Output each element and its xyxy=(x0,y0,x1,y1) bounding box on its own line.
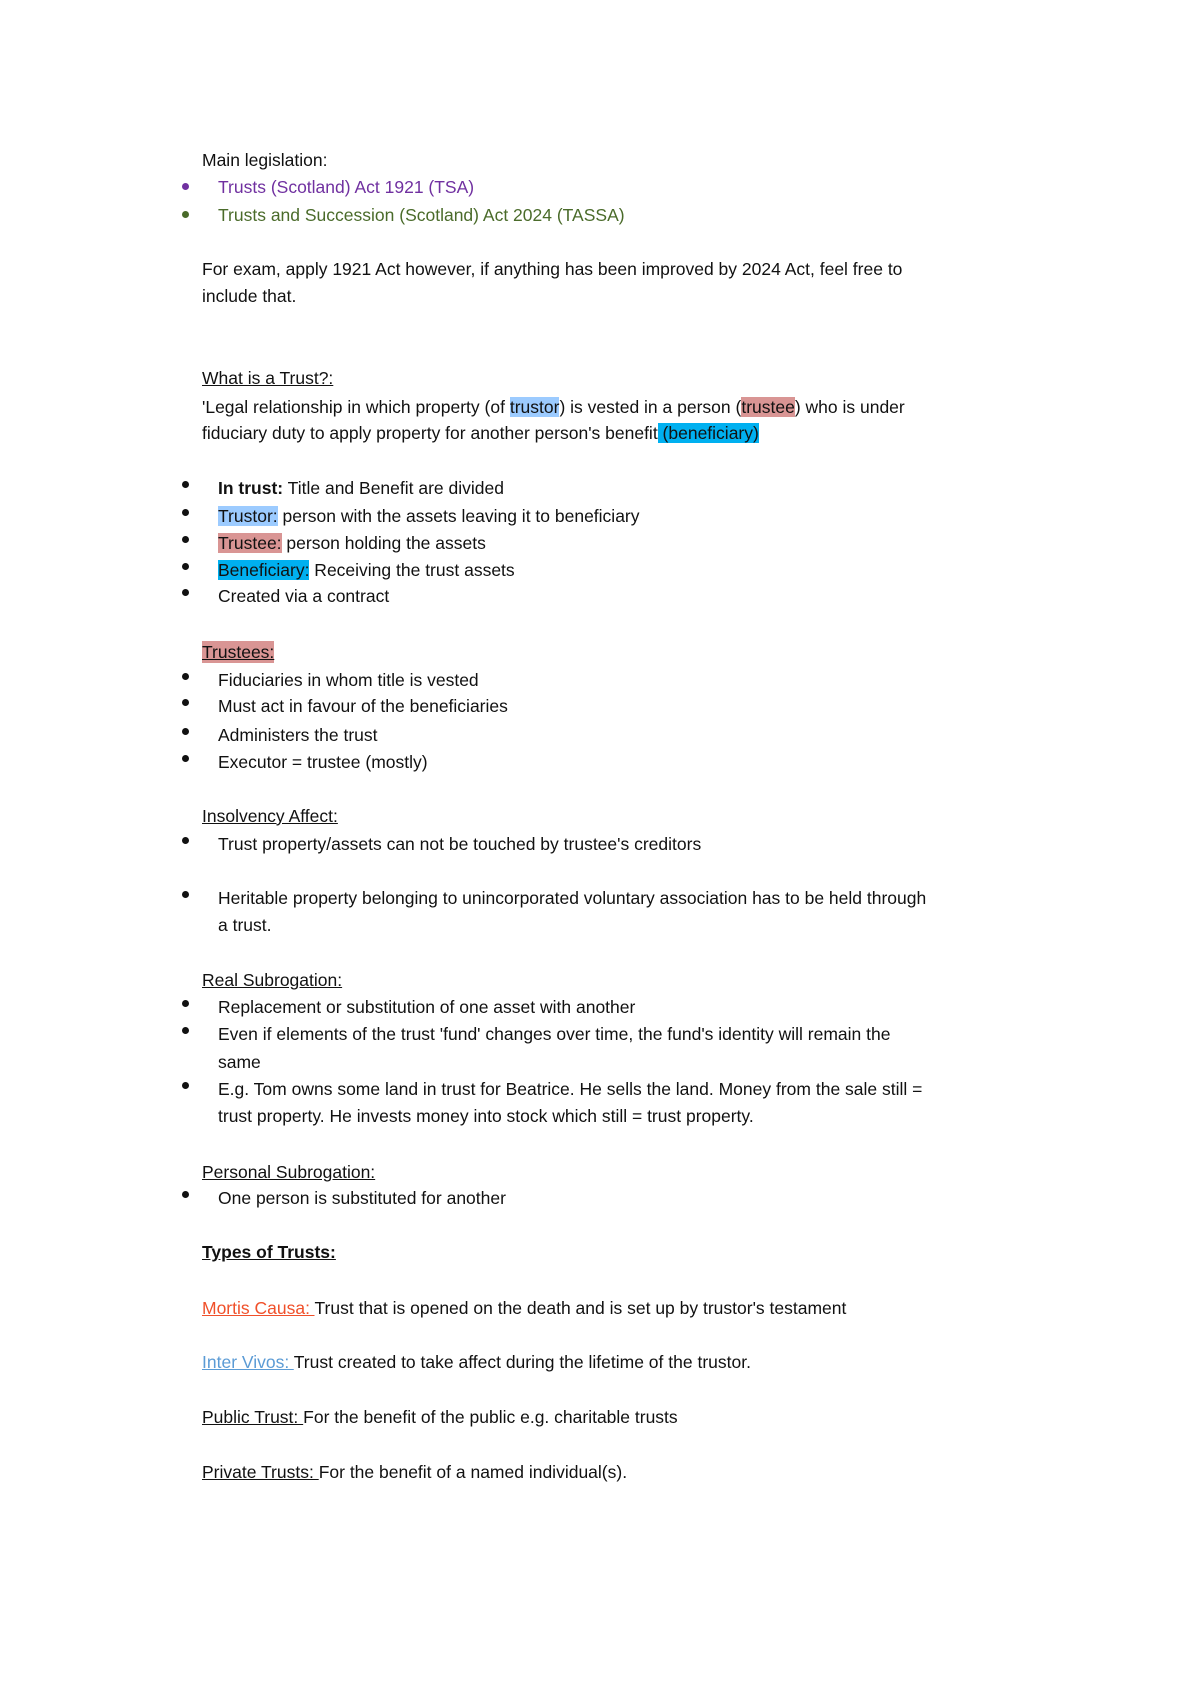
personal-subrogation-heading: Personal Subrogation: xyxy=(202,1162,376,1182)
desc: person holding the assets xyxy=(281,533,486,553)
beneficiary-highlight: (beneficiary) xyxy=(657,423,759,443)
bullet xyxy=(182,1191,189,1198)
def-text: 'Legal relationship in which property (of xyxy=(202,397,510,417)
bullet xyxy=(182,755,189,762)
list-item: Trusts (Scotland) Act 1921 (TSA) xyxy=(218,177,475,197)
bullet xyxy=(182,211,189,218)
legislation-heading: Main legislation: xyxy=(202,150,328,170)
list-item: Fiduciaries in whom title is vested xyxy=(218,670,479,690)
exam-note-cont: include that. xyxy=(202,286,297,306)
desc: Title and Benefit are divided xyxy=(283,478,504,498)
exam-note: For exam, apply 1921 Act however, if anything has been improved by 2024 Act, feel free to xyxy=(202,259,903,279)
list-item xyxy=(218,532,486,554)
term: Trustee: xyxy=(218,533,282,553)
bullet xyxy=(182,837,189,844)
type-desc: For the benefit of the public e.g. charitable trusts xyxy=(303,1407,678,1427)
list-item: E.g. Tom owns some land in trust for Beatrice. He sells the land. Money from the sale still = xyxy=(218,1079,923,1099)
types-heading: Types of Trusts: xyxy=(202,1242,336,1262)
desc: Receiving the trust assets xyxy=(309,560,515,580)
list-item: Must act in favour of the beneficiaries xyxy=(218,696,508,716)
definition-line1 xyxy=(202,396,905,418)
bullet xyxy=(182,589,189,596)
bullet xyxy=(182,509,189,516)
bullet xyxy=(182,673,189,680)
trustees-heading: Trustees: xyxy=(202,642,275,662)
list-item xyxy=(218,505,640,527)
type-label: Public Trust: xyxy=(202,1407,304,1427)
bullet xyxy=(182,563,189,570)
type-desc: Trust created to take affect during the lifetime of the trustor. xyxy=(293,1352,751,1372)
type-inter-vivos xyxy=(202,1351,751,1373)
bullet xyxy=(182,1000,189,1007)
type-mortis-causa xyxy=(202,1297,846,1319)
list-item: Even if elements of the trust 'fund' changes over time, the fund's identity will remain the xyxy=(218,1024,891,1044)
trustor-highlight: trustor xyxy=(509,397,560,417)
bullet xyxy=(182,1082,189,1089)
list-item: Created via a contract xyxy=(218,586,390,606)
trustee-highlight: trustee xyxy=(741,397,795,417)
type-label: Mortis Causa: xyxy=(202,1298,315,1318)
list-item xyxy=(218,559,515,581)
type-private xyxy=(202,1461,627,1483)
bullet xyxy=(182,891,189,898)
def-text: ) who is under xyxy=(794,397,905,417)
type-public xyxy=(202,1406,678,1428)
type-label: Private Trusts: xyxy=(202,1462,319,1482)
bullet xyxy=(182,1027,189,1034)
type-desc: Trust that is opened on the death and is set up by trustor's testament xyxy=(314,1298,847,1318)
bullet xyxy=(182,728,189,735)
list-item-cont: trust property. He invests money into stock which still = trust property. xyxy=(218,1106,754,1126)
def-text: fiduciary duty to apply property for another person's benefit xyxy=(202,423,658,443)
term: In trust: xyxy=(218,478,284,498)
type-desc: For the benefit of a named individual(s). xyxy=(318,1462,628,1482)
type-label: Inter Vivos: xyxy=(202,1352,294,1372)
what-is-heading: What is a Trust?: xyxy=(202,368,334,388)
list-item: Trust property/assets can not be touched by trustee's creditors xyxy=(218,834,702,854)
bullet xyxy=(182,481,189,488)
term: Beneficiary: xyxy=(218,560,310,580)
list-item: Administers the trust xyxy=(218,725,378,745)
bullet xyxy=(182,536,189,543)
list-item: Heritable property belonging to unincorporated voluntary association has to be held through xyxy=(218,888,927,908)
desc: person with the assets leaving it to beneficiary xyxy=(277,506,640,526)
list-item: Trusts and Succession (Scotland) Act 2024 (TASSA) xyxy=(218,205,625,225)
list-item: Replacement or substitution of one asset with another xyxy=(218,997,636,1017)
list-item: One person is substituted for another xyxy=(218,1188,506,1208)
list-item-cont: same xyxy=(218,1052,261,1072)
list-item: Executor = trustee (mostly) xyxy=(218,752,428,772)
bullet xyxy=(182,699,189,706)
list-item-cont: a trust. xyxy=(218,915,272,935)
bullet xyxy=(182,183,189,190)
insolvency-heading: Insolvency Affect: xyxy=(202,806,338,826)
real-subrogation-heading: Real Subrogation: xyxy=(202,970,343,990)
definition-line2 xyxy=(202,422,759,444)
term: Trustor: xyxy=(218,506,278,526)
list-item xyxy=(218,477,504,499)
def-text: ) is vested in a person ( xyxy=(559,397,742,417)
